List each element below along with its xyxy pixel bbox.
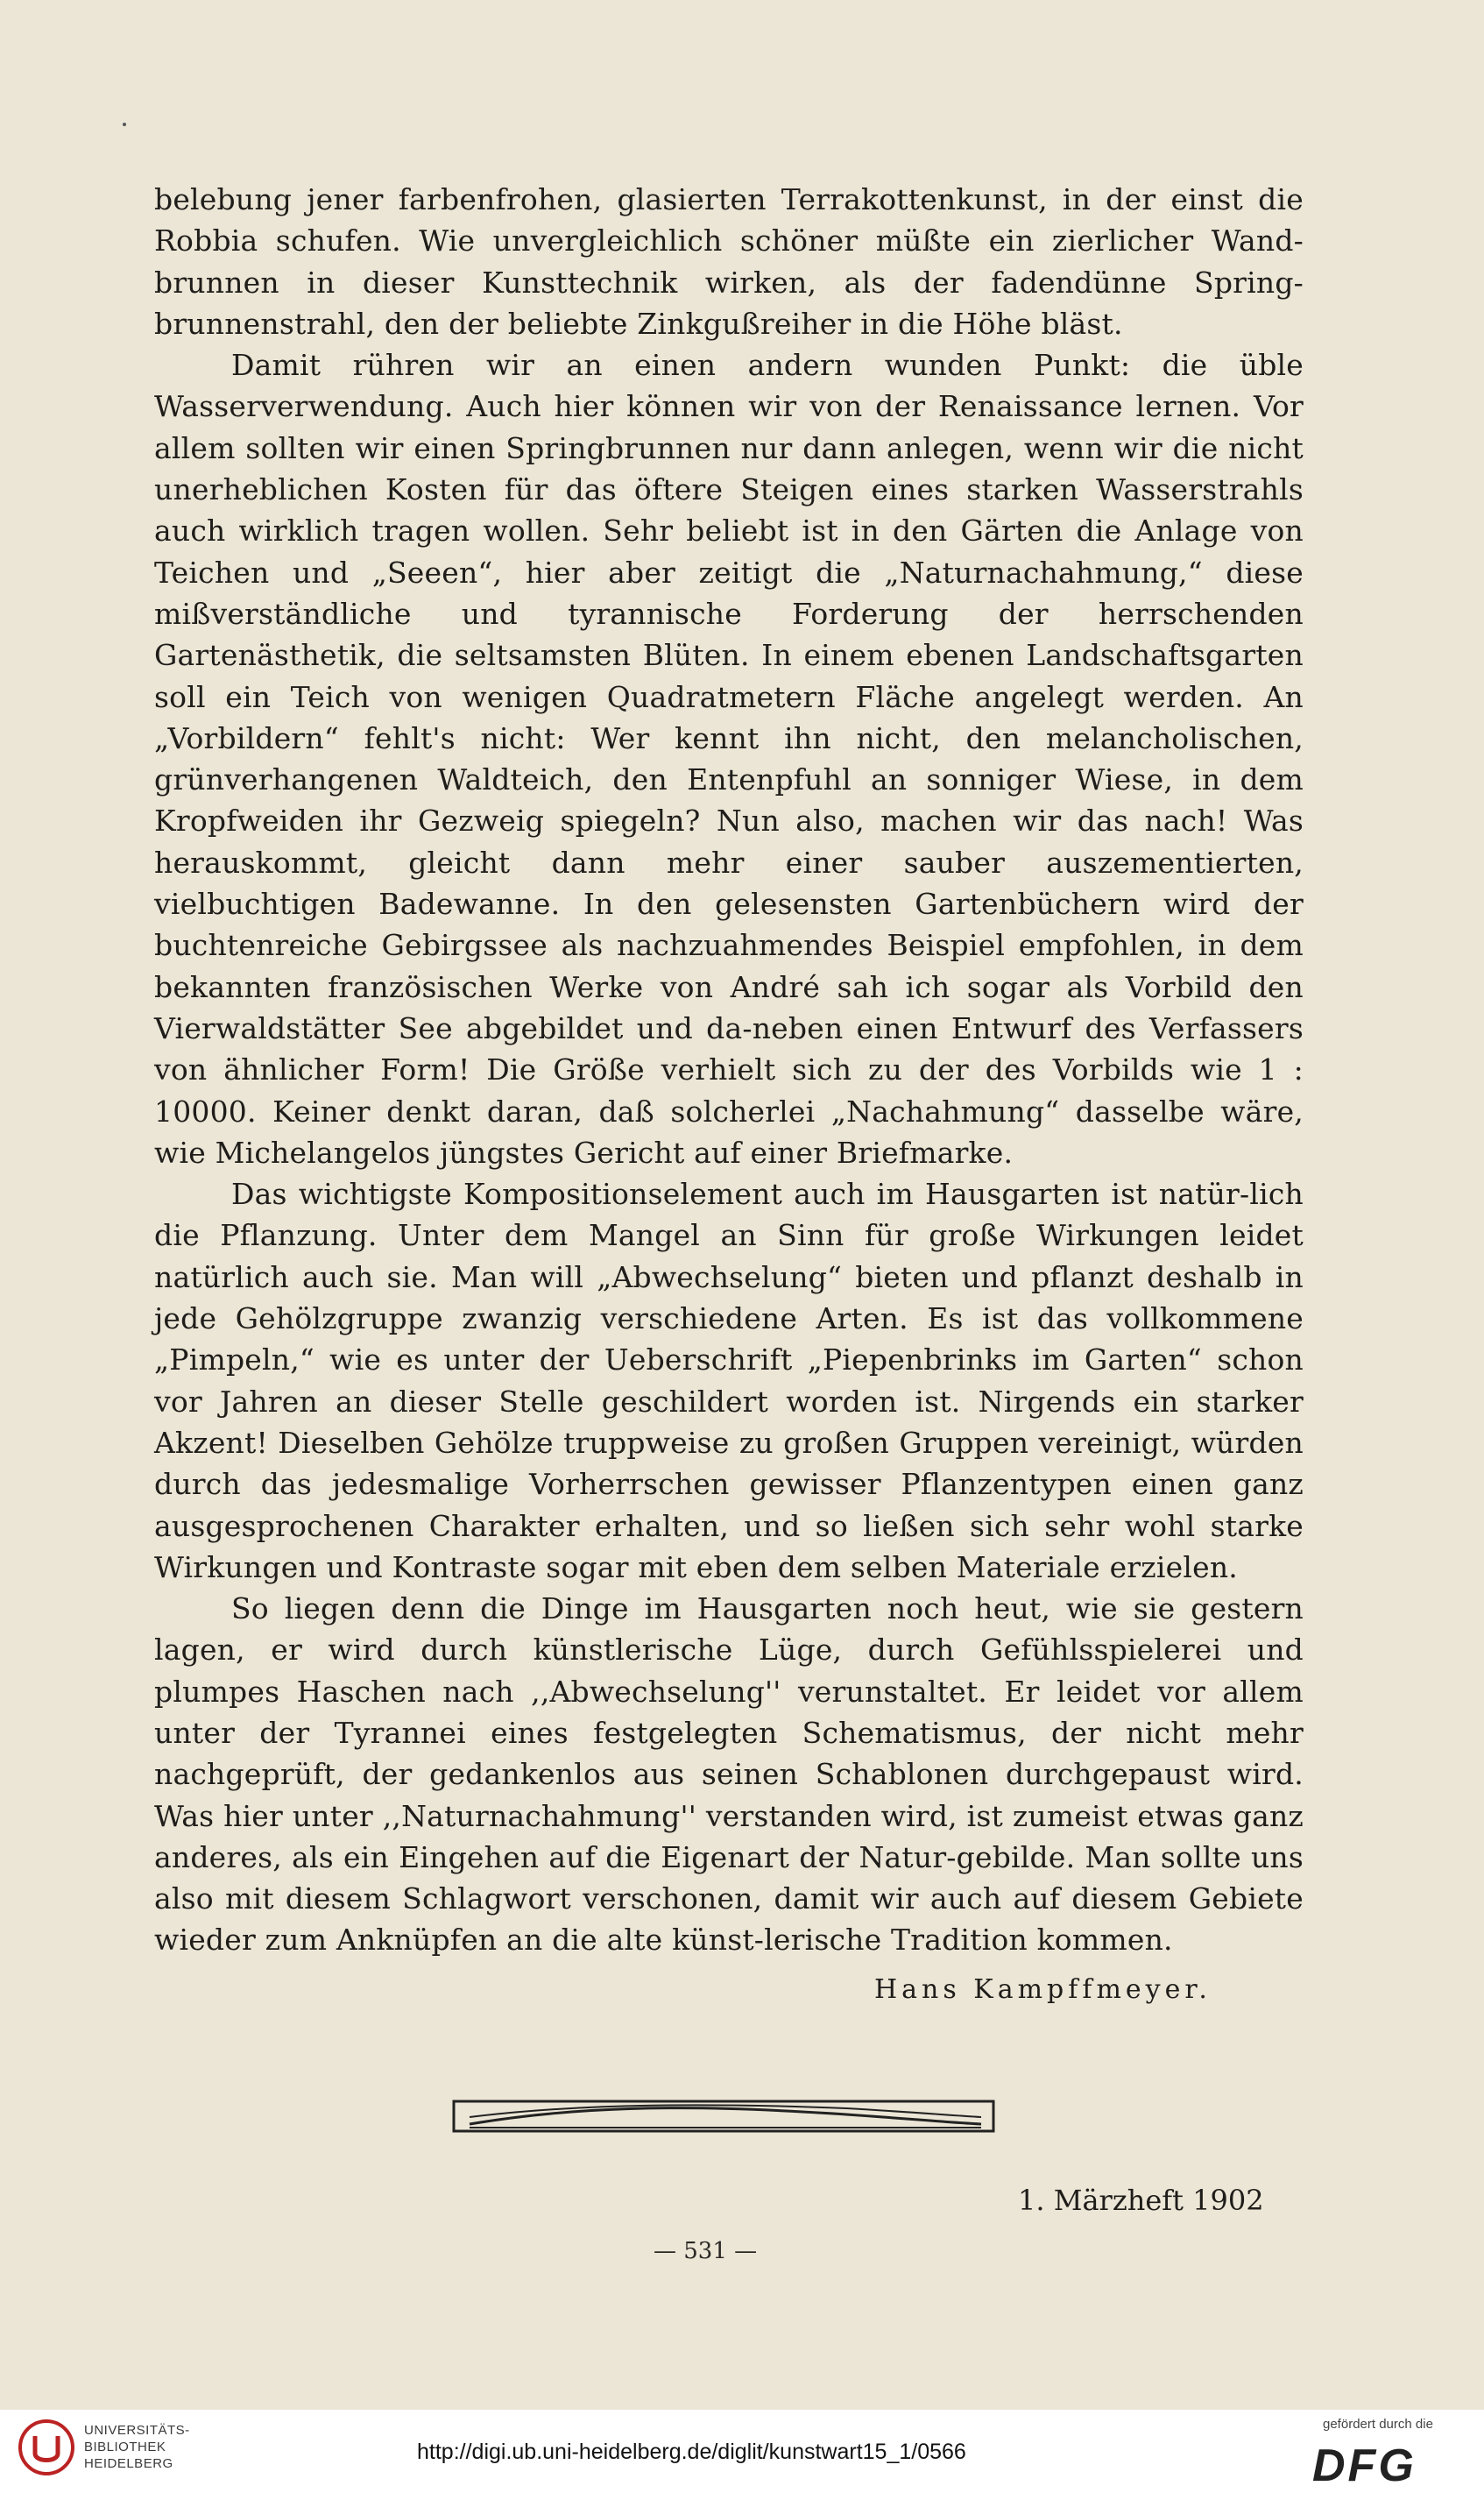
author-signature: Hans Kampffmeyer. — [874, 1974, 1212, 2005]
paragraph-1: belebung jener farbenfrohen, glasierten Terrakottenkunst, in der einst die Robbia schufen. Wie unvergleichlich schöner müßte ein zierlicher Wand-brunnen in dieser Kunsttechnik wirken, als der fadendünne Spring-brunnenstrahl, den der beliebte Zinkgußreiher in die Höhe bläst. — [154, 182, 1304, 341]
library-name: UNIVERSITÄTS- BIBLIOTHEK HEIDELBERG — [84, 2423, 190, 2471]
source-url-link[interactable]: http://digi.ub.uni-heidelberg.de/diglit/kunstwart15_1/0566 — [417, 2440, 966, 2464]
article-body — [154, 179, 1304, 1961]
issue-date: 1. Märzheft 1902 — [1018, 2184, 1264, 2217]
page-number: — 531 — — [654, 2238, 758, 2264]
paragraph-4: So liegen denn die Dinge im Hausgarten noch heut, wie sie gestern lagen, er wird durch künstlerische Lüge, durch Gefühlsspielerei und plumpes Haschen nach ,,Abwechselung'' verunstaltet. Er leidet vor allem unter der Tyrannei eines festgelegten Schematismus, der nicht mehr nachgeprüft, der gedankenlos aus seinen Schablonen durchgepaust wird. Was hier unter ,,Naturnachahmung'' verstanden wird, ist zumeist etwas ganz anderes, als ein Eingehen auf die Eigenart der Natur-gebilde. Man sollte uns also mit diesem Schlagwort verschonen, damit wir auch auf diesem Gebiete wieder zum Anknüpfen an die alte künst-lerische Tradition kommen. — [154, 1591, 1304, 1958]
university-library-logo-icon — [16, 2417, 77, 2478]
dfg-logo: DFG — [1312, 2440, 1417, 2491]
paragraph-2: Damit rühren wir an einen andern wunden Punkt: die üble Wasserverwendung. Auch hier können wir von der Renaissance lernen. Vor allem sollten wir einen Springbrunnen nur dann anlegen, wenn wir die nicht unerheblichen Kosten für das öftere Steigen eines starken Wasserstrahls auch wirklich tragen wollen. Sehr beliebt ist in den Gärten die Anlage von Teichen und „Seeen“, hier aber zeitigt die „Naturnachahmung,“ diese mißverständliche und tyrannische Forderung der herrschenden Gartenästhetik, die seltsamsten Blüten. In einem ebenen Landschaftsgarten soll ein Teich von wenigen Quadratmetern Fläche angelegt werden. An „Vorbildern“ fehlt's nicht: Wer kennt ihn nicht, den melancholischen, grünverhangenen Waldteich, den Entenpfuhl an sonniger Wiese, in dem Kropfweiden ihr Gezweig spiegeln? Nun also, machen wir das nach! Was herauskommt, gleicht dann mehr einer sauber auszementierten, vielbuchtigen Badewanne. In den gelesensten Gartenbüchern wird der buchtenreiche Gebirgssee als nachzuahmendes Beispiel empfohlen, in dem bekannten französischen Werke von André sah ich sogar als Vorbild den Vierwaldstätter See abgebildet und da-neben einen Entwurf des Verfassers von ähnlicher Form! Die Größe verhielt sich zu der des Vorbilds wie 1 : 10000. Keiner denkt daran, daß solcherlei „Nachahmung“ dasselbe wäre, wie Michelangelos jüngstes Gericht auf einer Briefmarke. — [154, 348, 1304, 1170]
funding-note: gefördert durch die — [1323, 2417, 1433, 2432]
paragraph-3: Das wichtigste Kompositionselement auch im Hausgarten ist natür-lich die Pflanzung. Unter dem Mangel an Sinn für große Wirkungen leidet natürlich auch sie. Man will „Abwechselung“ bieten und pflanzt deshalb in jede Gehölzgruppe zwanzig verschiedene Arten. Es ist das vollkommene „Pimpeln,“ wie es unter der Ueberschrift „Piepenbrinks im Garten“ schon vor Jahren an dieser Stelle geschildert worden ist. Nirgends ein starker Akzent! Dieselben Gehölze truppweise zu großen Gruppen vereinigt, würden durch das jedesmalige Vorherrschen gewisser Pflanzentypen einen ganz ausgesprochenen Charakter erhalten, und so ließen sich sehr wohl starke Wirkungen und Kontraste sogar mit eben dem selben Materiale erzielen. — [154, 1177, 1304, 1584]
footer-bar — [0, 2410, 1484, 2493]
paper-speck — [123, 123, 126, 126]
ornament-divider — [452, 2098, 995, 2135]
